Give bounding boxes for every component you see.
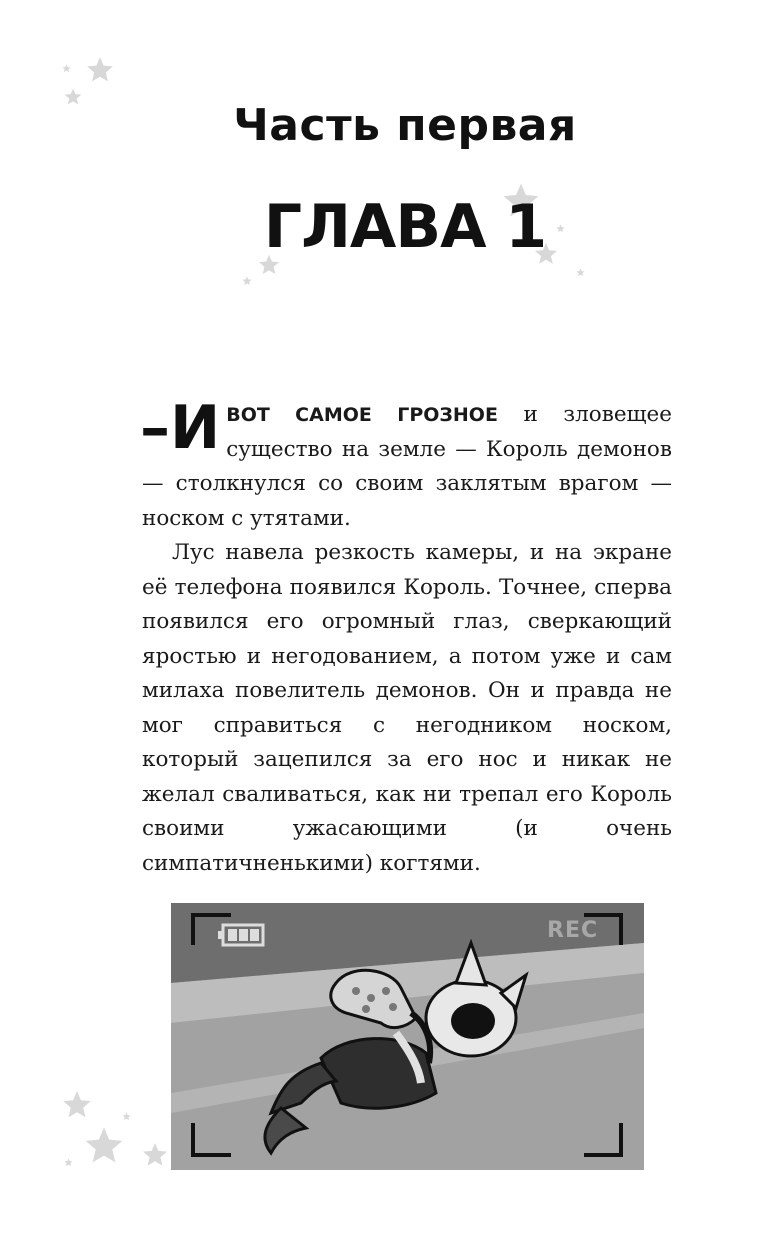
star-decoration-icon <box>122 1112 131 1121</box>
lead-caps: ВОТ САМОЕ ГРОЗНОЕ <box>226 404 498 426</box>
star-decoration-icon <box>84 1126 124 1166</box>
rec-label: REC <box>547 918 599 943</box>
paragraph-1 <box>140 393 672 536</box>
star-decoration-icon <box>242 276 252 286</box>
star-decoration-icon <box>64 1158 73 1167</box>
camera-illustration <box>171 903 644 1170</box>
star-decoration-icon <box>86 56 114 84</box>
body-text <box>140 393 672 881</box>
star-decoration-icon <box>62 1090 92 1120</box>
part-title: Часть первая <box>233 100 577 151</box>
star-decoration-icon <box>62 64 71 73</box>
chapter-title: ГЛАВА 1 <box>263 192 547 262</box>
drop-cap: –И <box>140 393 221 463</box>
star-decoration-icon <box>142 1142 168 1168</box>
paragraph-1-text: и зловещее существо на земле — Король демонов — столкнулся со своим заклятым врагом — носком с утятами. <box>142 402 672 531</box>
paragraph-2: Лус навела резкость камеры, и на экране её телефона появился Король. Точнее, сперва появился его огромный глаз, сверкающий яростью и негодованием, а потом уже и сам милаха повелитель демонов. Он и правда не мог справиться с негодником носком, который зацепился за его нос и никак не желал сваливаться, как ни трепал его Король своими ужасающими (и очень симпатичненькими) когтями. <box>142 540 672 876</box>
camera-scene <box>171 903 644 1170</box>
star-decoration-icon <box>576 268 585 277</box>
